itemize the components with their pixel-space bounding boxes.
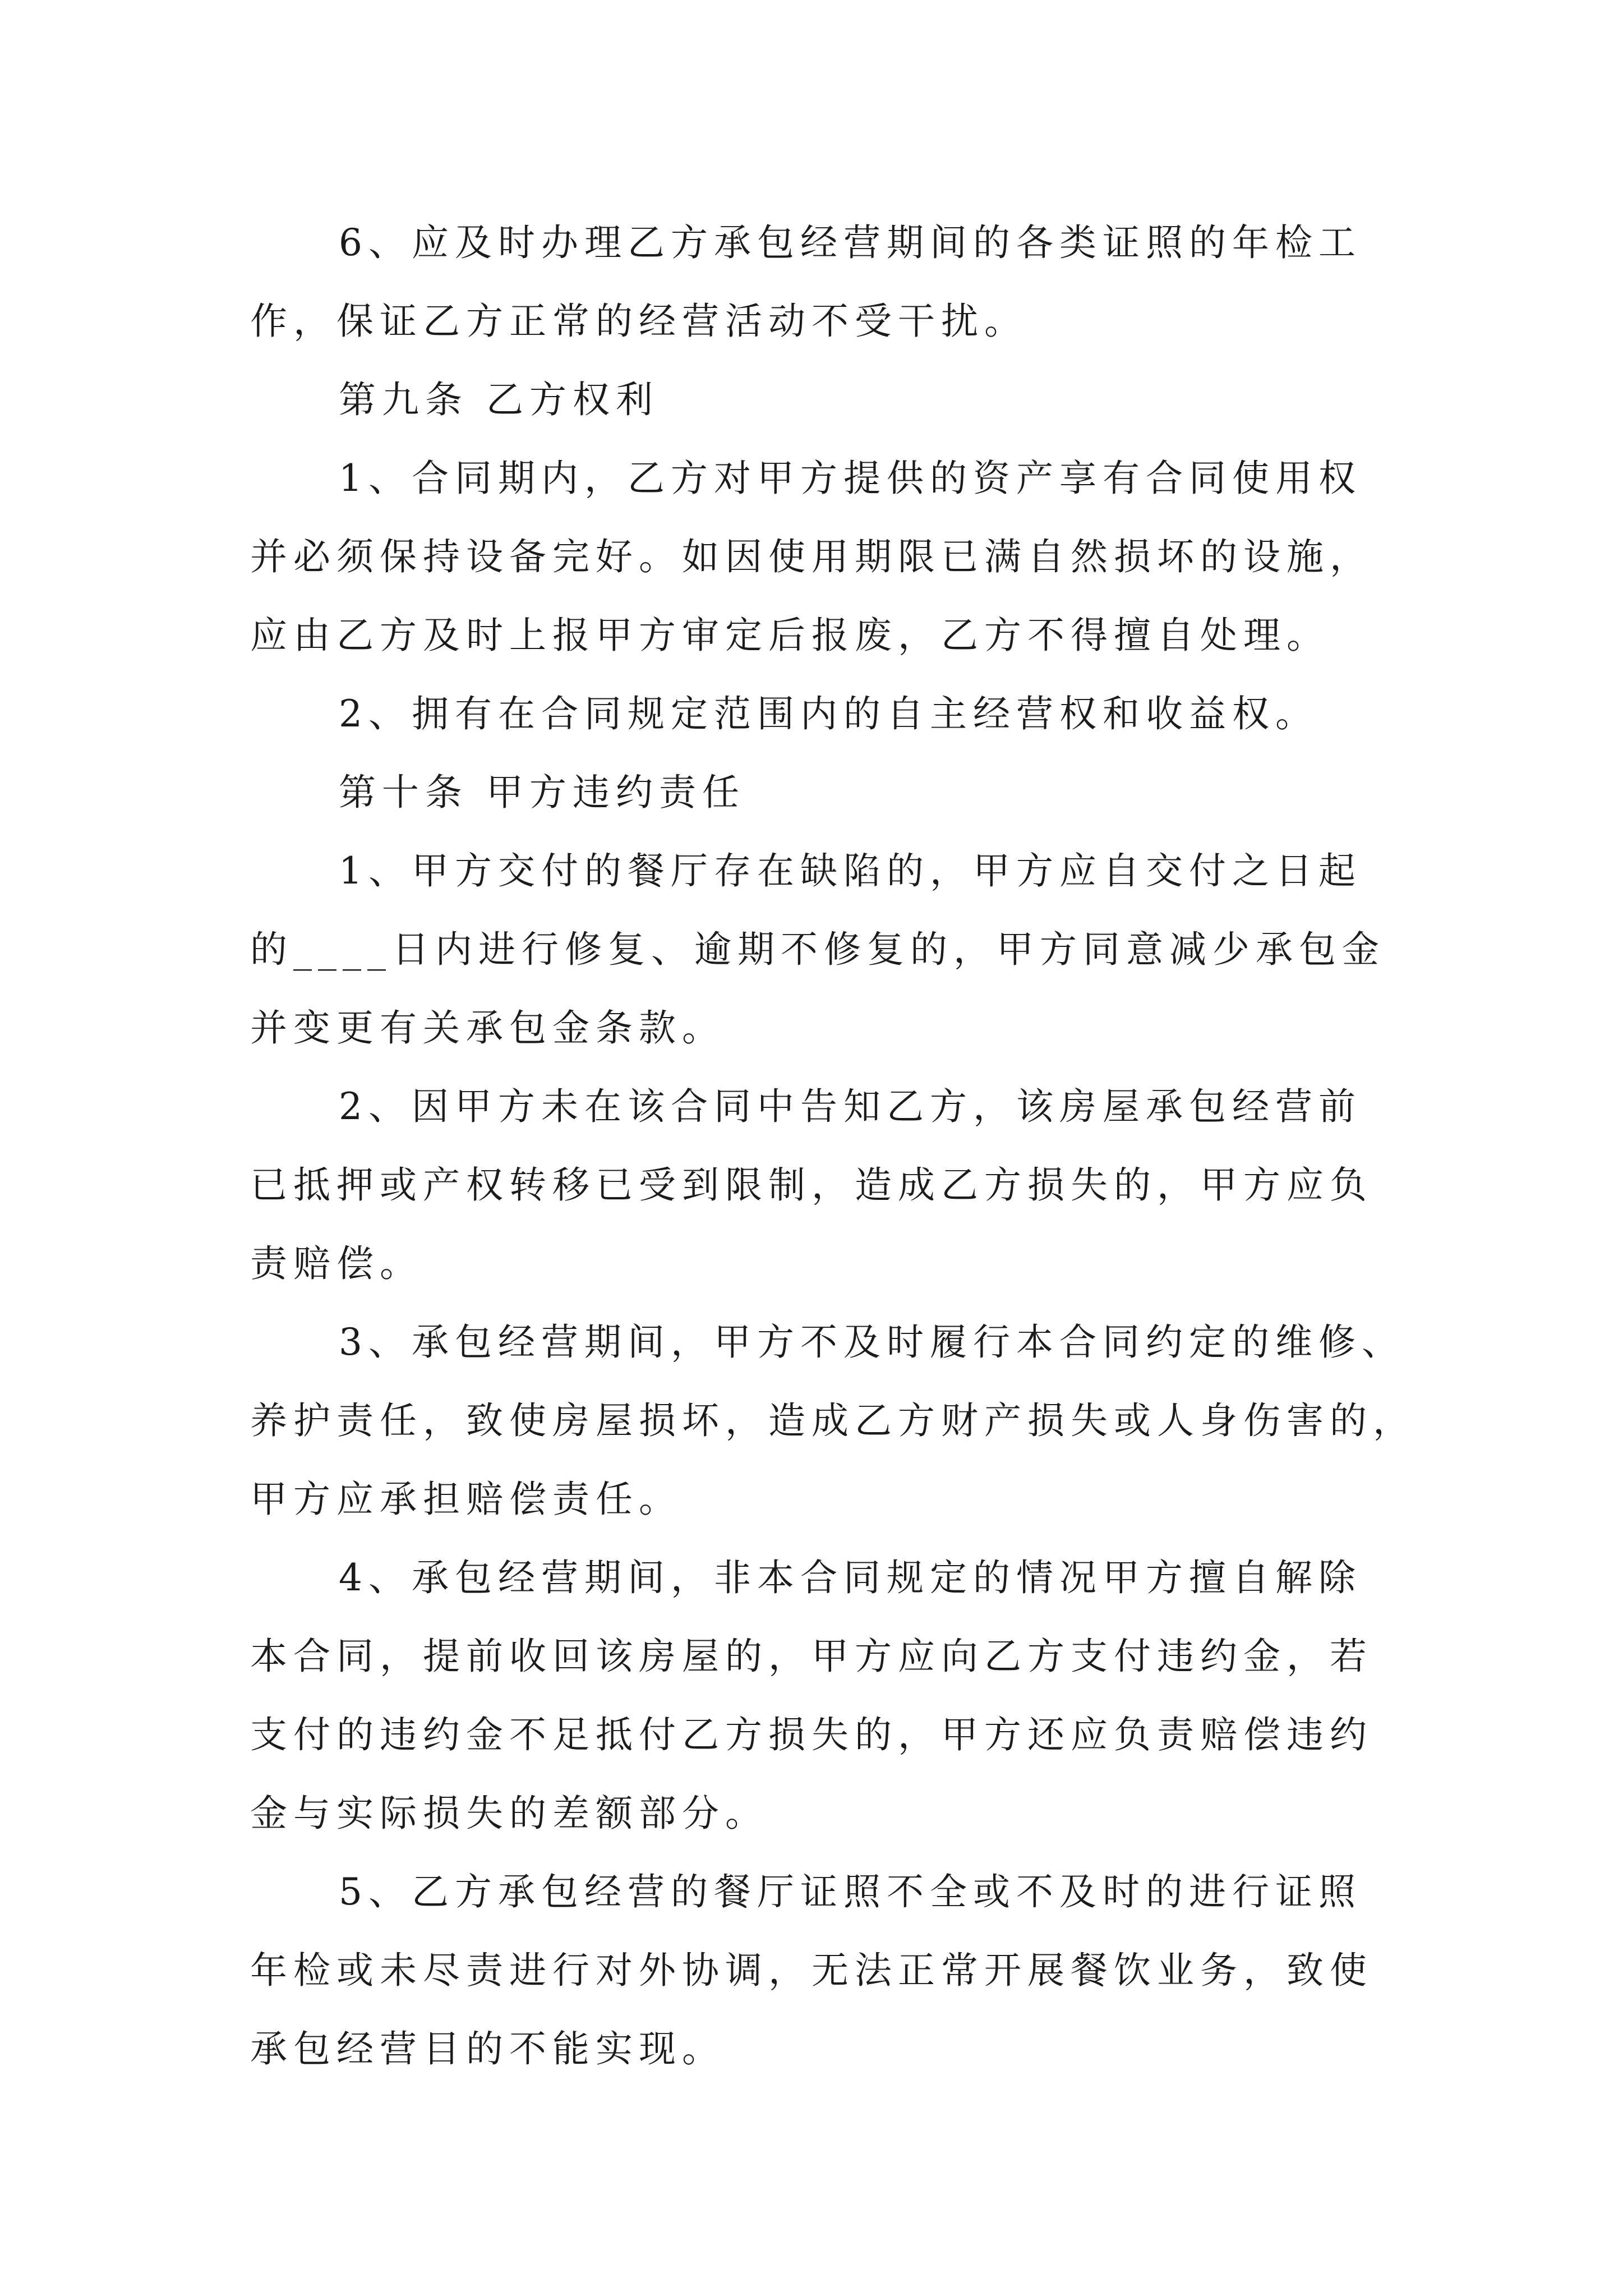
- paragraph-line: 承包经营目的不能实现。: [250, 2027, 725, 2070]
- paragraph-line: 甲方应承担赔偿责任。: [250, 1478, 682, 1521]
- clause-item-5-licenses: [250, 1853, 1623, 2088]
- paragraph-line: 责赔偿。: [250, 1242, 423, 1285]
- paragraph-line: 1、合同期内，乙方对甲方提供的资产享有合同使用权: [339, 457, 1362, 500]
- heading-line: 第九条 乙方权利: [339, 378, 659, 421]
- paragraph-line: 年检或未尽责进行对外协调，无法正常开展餐饮业务，致使: [250, 1949, 1373, 1992]
- clause-item-3-maintenance: [250, 1303, 1623, 1539]
- paragraph-line: 1、甲方交付的餐厅存在缺陷的，甲方应自交付之日起: [339, 849, 1362, 892]
- paragraph-line: 4、承包经营期间，非本合同规定的情况甲方擅自解除: [339, 1556, 1362, 1599]
- clause-item-2-mortgage: [250, 1068, 1623, 1303]
- clause-item-6-certificates: [250, 204, 1623, 361]
- paragraph-line: 并必须保持设备完好。如因使用期限已满自然损坏的设施，: [250, 535, 1373, 578]
- paragraph-line: 5、乙方承包经营的餐厅证照不全或不及时的进行证照: [339, 1870, 1362, 1913]
- paragraph-line: 3、承包经营期间，甲方不及时履行本合同约定的维修、: [339, 1320, 1405, 1364]
- heading-line: 第十条 甲方违约责任: [339, 771, 745, 814]
- section-heading-article-10: [250, 753, 1623, 832]
- paragraph-line: 已抵押或产权转移已受到限制，造成乙方损失的，甲方应负: [250, 1163, 1373, 1207]
- paragraph-line: 本合同，提前收回该房屋的，甲方应向乙方支付违约金，若: [250, 1635, 1373, 1678]
- paragraph-line: 金与实际损失的差额部分。: [250, 1792, 768, 1835]
- paragraph-line: 6、应及时办理乙方承包经营期间的各类证照的年检工: [339, 221, 1362, 264]
- clause-item-4-termination: [250, 1539, 1623, 1853]
- clause-item-1-defects: [250, 832, 1623, 1068]
- paragraph-line: 2、因甲方未在该合同中告知乙方，该房屋承包经营前: [339, 1085, 1362, 1128]
- paragraph-line: 2、拥有在合同规定范围内的自主经营权和收益权。: [339, 692, 1318, 735]
- clause-item-1-asset-use: [250, 439, 1623, 675]
- clause-item-2-operating-rights: [250, 675, 1623, 753]
- paragraph-line: 作，保证乙方正常的经营活动不受干扰。: [250, 300, 1027, 343]
- paragraph-line: 应由乙方及时上报甲方审定后报废，乙方不得擅自处理。: [250, 614, 1330, 657]
- paragraph-line: 养护责任，致使房屋损坏，造成乙方财产损失或人身伤害的，: [250, 1399, 1416, 1442]
- paragraph-line: 并变更有关承包金条款。: [250, 1006, 725, 1050]
- paragraph-line: 的____日内进行修复、逾期不修复的，甲方同意减少承包金: [250, 928, 1385, 971]
- section-heading-article-9: [250, 361, 1623, 439]
- paragraph-line: 支付的违约金不足抵付乙方损失的，甲方还应负责赔偿违约: [250, 1713, 1373, 1756]
